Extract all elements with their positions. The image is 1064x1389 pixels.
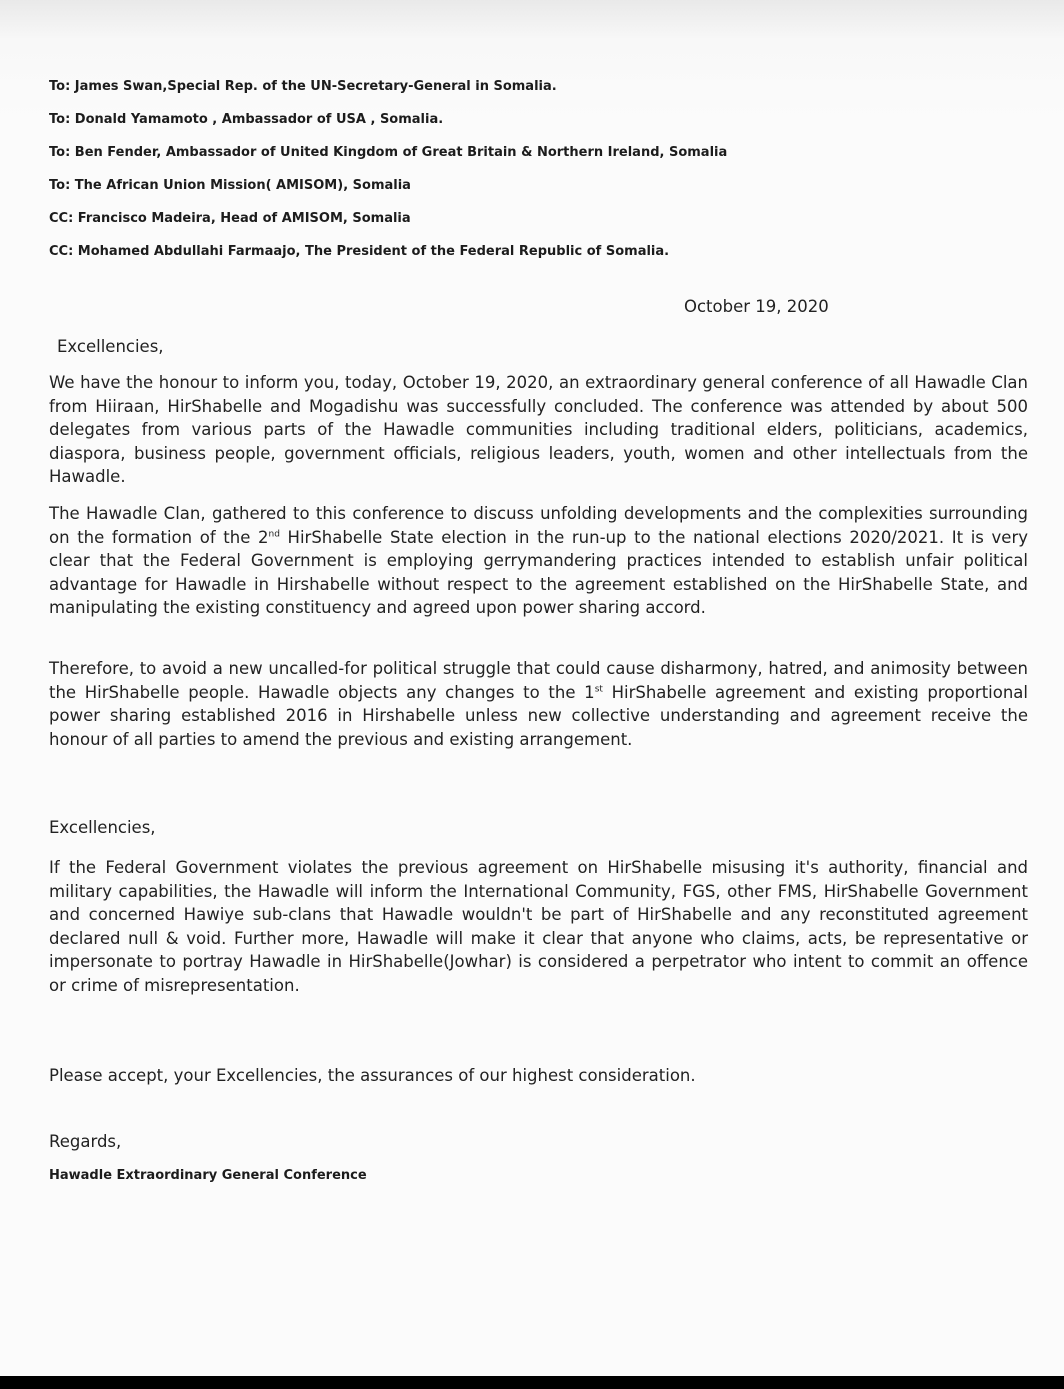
- paragraph-concerns: [49, 502, 1028, 620]
- signature: Hawadle Extraordinary General Conference: [49, 1168, 367, 1183]
- recipient-line: CC: Mohamed Abdullahi Farmaajo, The President of the Federal Republic of Somalia.: [49, 244, 670, 259]
- closing-line: Please accept, your Excellencies, the assurances of our highest consideration.: [49, 1066, 696, 1085]
- ordinal-suffix: st: [594, 684, 603, 695]
- salutation-second: Excellencies,: [49, 818, 156, 837]
- recipient-line: To: The African Union Mission( AMISOM), Somalia: [49, 178, 411, 193]
- recipient-line: To: James Swan,Special Rep. of the UN-Secretary-General in Somalia.: [49, 79, 557, 94]
- paragraph-text: The Hawadle Clan, gathered to this conference to discuss unfolding developments and the complexities surrounding on the formation of the 2: [49, 504, 1028, 547]
- salutation-first: Excellencies,: [57, 337, 164, 356]
- ordinal-suffix: nd: [268, 529, 280, 540]
- letter-date: October 19, 2020: [684, 297, 829, 316]
- paragraph-text: HirShabelle State election in the run-up to the national elections 2020/2021. It is very clear that the Federal Government is employing gerrymandering practices intended to establish unfair political advantage for Hawadle in Hirshabelle without respect to the agreement established on the HirShabelle State, and manipulating the existing constituency and agreed upon power sharing accord.: [49, 527, 1029, 618]
- paragraph-text: Therefore, to avoid a new uncalled-for political struggle that could cause disharmony, hatred, and animosity between the HirShabelle people. Hawadle objects any changes to the 1: [49, 659, 1028, 702]
- recipient-list: [49, 70, 1049, 268]
- paragraph-conference-summary: We have the honour to inform you, today, October 19, 2020, an extraordinary general conference of all Hawadle Clan from Hiiraan, HirShabelle and Mogadishu was successfully concluded. The conference was attended by about 500 delegates from various parts of the Hawadle communities including traditional elders, politicians, academics, diaspora, business people, government officials, religious leaders, youth, women and other intellectuals from the Hawadle.: [49, 373, 1028, 487]
- recipient-line: To: Ben Fender, Ambassador of United Kingdom of Great Britain & Northern Ireland, Somalia: [49, 145, 728, 160]
- paragraph-warning: If the Federal Government violates the previous agreement on HirShabelle misusing it's authority, financial and military capabilities, the Hawadle will inform the International Community, FGS, other FMS, HirShabelle Government and concerned Hawiye sub-clans that Hawadle wouldn't be part of HirShabelle and any reconstituted agreement declared null & void. Further more, Hawadle will make it clear that anyone who claims, acts, be representative or impersonate to portray Hawadle in HirShabelle(Jowhar) is considered a perpetrator who intent to commit an offence or crime of misrepresentation.: [49, 858, 1028, 995]
- paragraph-objection: [49, 657, 1028, 751]
- recipient-line: CC: Francisco Madeira, Head of AMISOM, Somalia: [49, 211, 411, 226]
- recipient-line: To: Donald Yamamoto , Ambassador of USA , Somalia.: [49, 112, 444, 127]
- regards-line: Regards,: [49, 1132, 122, 1151]
- paragraph-text: HirShabelle agreement and existing proportional power sharing established 2016 in Hirshabelle unless new collective understanding and agreement receive the honour of all parties to amend the previous and existing arrangement.: [49, 682, 1028, 749]
- bottom-edge-bar: [0, 1376, 1064, 1389]
